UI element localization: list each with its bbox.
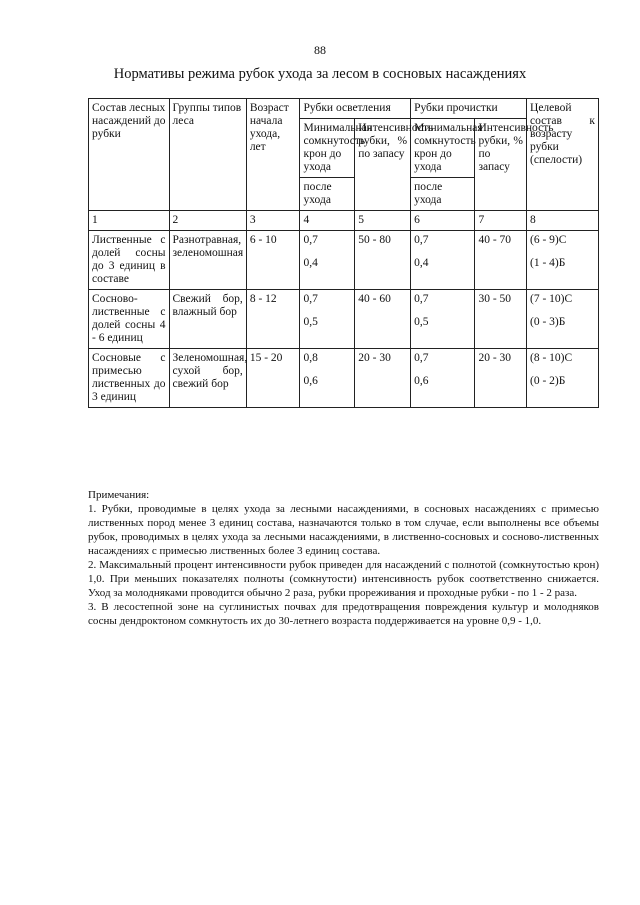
clar-closure-after: 0,4 <box>303 257 318 269</box>
table-row <box>89 290 599 349</box>
column-number: 7 <box>475 211 527 231</box>
header-composition: Состав лесных насаждений до рубки <box>89 99 170 211</box>
cell-composition: Сосновые с примесью лиственных до 3 единиц <box>89 349 170 408</box>
cell-forest-types: Зеленомошная, сухой бор, свежий бор <box>169 349 246 408</box>
notes-section <box>88 488 599 628</box>
cell-composition: Сосново-лиственные с долей сосны 4 - 6 единиц <box>89 290 170 349</box>
header-start-age: Возраст начала ухода, лет <box>246 99 300 211</box>
clar-closure-after: 0,6 <box>303 375 318 387</box>
cell-target <box>527 349 599 408</box>
header-clar-after-care: после ухода <box>300 178 355 211</box>
target-pine: (8 - 10)С <box>530 352 573 364</box>
target-pine: (6 - 9)С <box>530 234 567 246</box>
target-birch: (0 - 2)Б <box>530 375 566 387</box>
cell-clar-closure <box>300 231 355 290</box>
clean-closure-after: 0,5 <box>414 316 429 328</box>
note-item: 2. Максимальный процент интенсивности рубок приведен для насаждений с полнотой (сомкнутостью крон) 1,0. При меньших показателях полноты (сомкнутости) интенсивность рубок соответственно снижается. Уход за молодняками проводится обычно 2 раза, рубки прореживания и проходные рубки - по 1 - 2 раза. <box>88 559 599 599</box>
clar-closure-before: 0,7 <box>303 293 318 305</box>
header-target-composition: Целевой состав к возрасту рубки (спелости) <box>527 99 599 211</box>
cell-clar-intensity: 40 - 60 <box>355 290 411 349</box>
cell-forest-types: Разнотравная, зеленомошная <box>169 231 246 290</box>
column-number: 2 <box>169 211 246 231</box>
note-item: 3. В лесостепной зоне на суглинистых почвах для предотвращения повреждения культур и молодняков сосны дендроктоном сомкнутость их до 30-летнего возраста поддерживается на уровне 0,9 - 1,0. <box>88 601 599 627</box>
cell-target <box>527 231 599 290</box>
cell-clean-intensity: 40 - 70 <box>475 231 527 290</box>
document-title: Нормативы режима рубок ухода за лесом в сосновых насаждениях <box>113 66 527 82</box>
cell-target <box>527 290 599 349</box>
table-row <box>89 349 599 408</box>
target-pine: (7 - 10)С <box>530 293 573 305</box>
table-header-row <box>89 99 599 119</box>
cell-clar-closure <box>300 290 355 349</box>
norms-table <box>88 98 599 408</box>
clean-closure-before: 0,7 <box>414 234 429 246</box>
header-clar-min-closure: Минимальная сомкнутость крон до ухода <box>300 119 355 178</box>
clean-closure-before: 0,7 <box>414 352 429 364</box>
cell-forest-types: Свежий бор, влажный бор <box>169 290 246 349</box>
column-number-row <box>89 211 599 231</box>
clean-closure-after: 0,6 <box>414 375 429 387</box>
cell-clar-intensity: 20 - 30 <box>355 349 411 408</box>
column-number: 5 <box>355 211 411 231</box>
column-number: 3 <box>246 211 300 231</box>
header-clarification-cutting: Рубки осветления <box>300 99 411 119</box>
cell-start-age: 8 - 12 <box>246 290 300 349</box>
clar-closure-before: 0,8 <box>303 352 318 364</box>
cell-clar-closure <box>300 349 355 408</box>
cell-clean-closure <box>411 349 475 408</box>
clar-closure-after: 0,5 <box>303 316 318 328</box>
header-clar-intensity: Интенсивность рубки, % по запасу <box>355 119 411 211</box>
header-forest-types: Группы типов леса <box>169 99 246 211</box>
note-item: 1. Рубки, проводимые в целях ухода за лесными насаждениями, в сосновых насаждениях с примесью лиственных пород менее 3 единиц состава, назначаются только в том случае, если выполнены все объемы рубок, проводимых в целях ухода за лесными насаждениями, в лиственно-сосновых и сосново-лиственных насаждениях с примесью лиственных более 3 единиц состава. <box>88 503 599 557</box>
cell-clean-intensity: 20 - 30 <box>475 349 527 408</box>
notes-heading: Примечания: <box>88 489 150 501</box>
column-number: 1 <box>89 211 170 231</box>
column-number: 6 <box>411 211 475 231</box>
clean-closure-before: 0,7 <box>414 293 429 305</box>
target-birch: (0 - 3)Б <box>530 316 566 328</box>
column-number: 8 <box>527 211 599 231</box>
cell-clar-intensity: 50 - 80 <box>355 231 411 290</box>
header-cleaning-cutting: Рубки прочистки <box>411 99 527 119</box>
clar-closure-before: 0,7 <box>303 234 318 246</box>
cell-clean-closure <box>411 231 475 290</box>
cell-clean-closure <box>411 290 475 349</box>
cell-start-age: 6 - 10 <box>246 231 300 290</box>
header-clean-after-care: после ухода <box>411 178 475 211</box>
clean-closure-after: 0,4 <box>414 257 429 269</box>
page-number: 88 <box>314 43 326 57</box>
column-number: 4 <box>300 211 355 231</box>
header-clean-min-closure: Минимальная сомкнутость крон до ухода <box>411 119 475 178</box>
table-row <box>89 231 599 290</box>
cell-composition: Лиственные с долей сосны до 3 единиц в составе <box>89 231 170 290</box>
header-clean-intensity: Интенсивность рубки, % по запасу <box>475 119 527 211</box>
cell-clean-intensity: 30 - 50 <box>475 290 527 349</box>
target-birch: (1 - 4)Б <box>530 257 566 269</box>
cell-start-age: 15 - 20 <box>246 349 300 408</box>
